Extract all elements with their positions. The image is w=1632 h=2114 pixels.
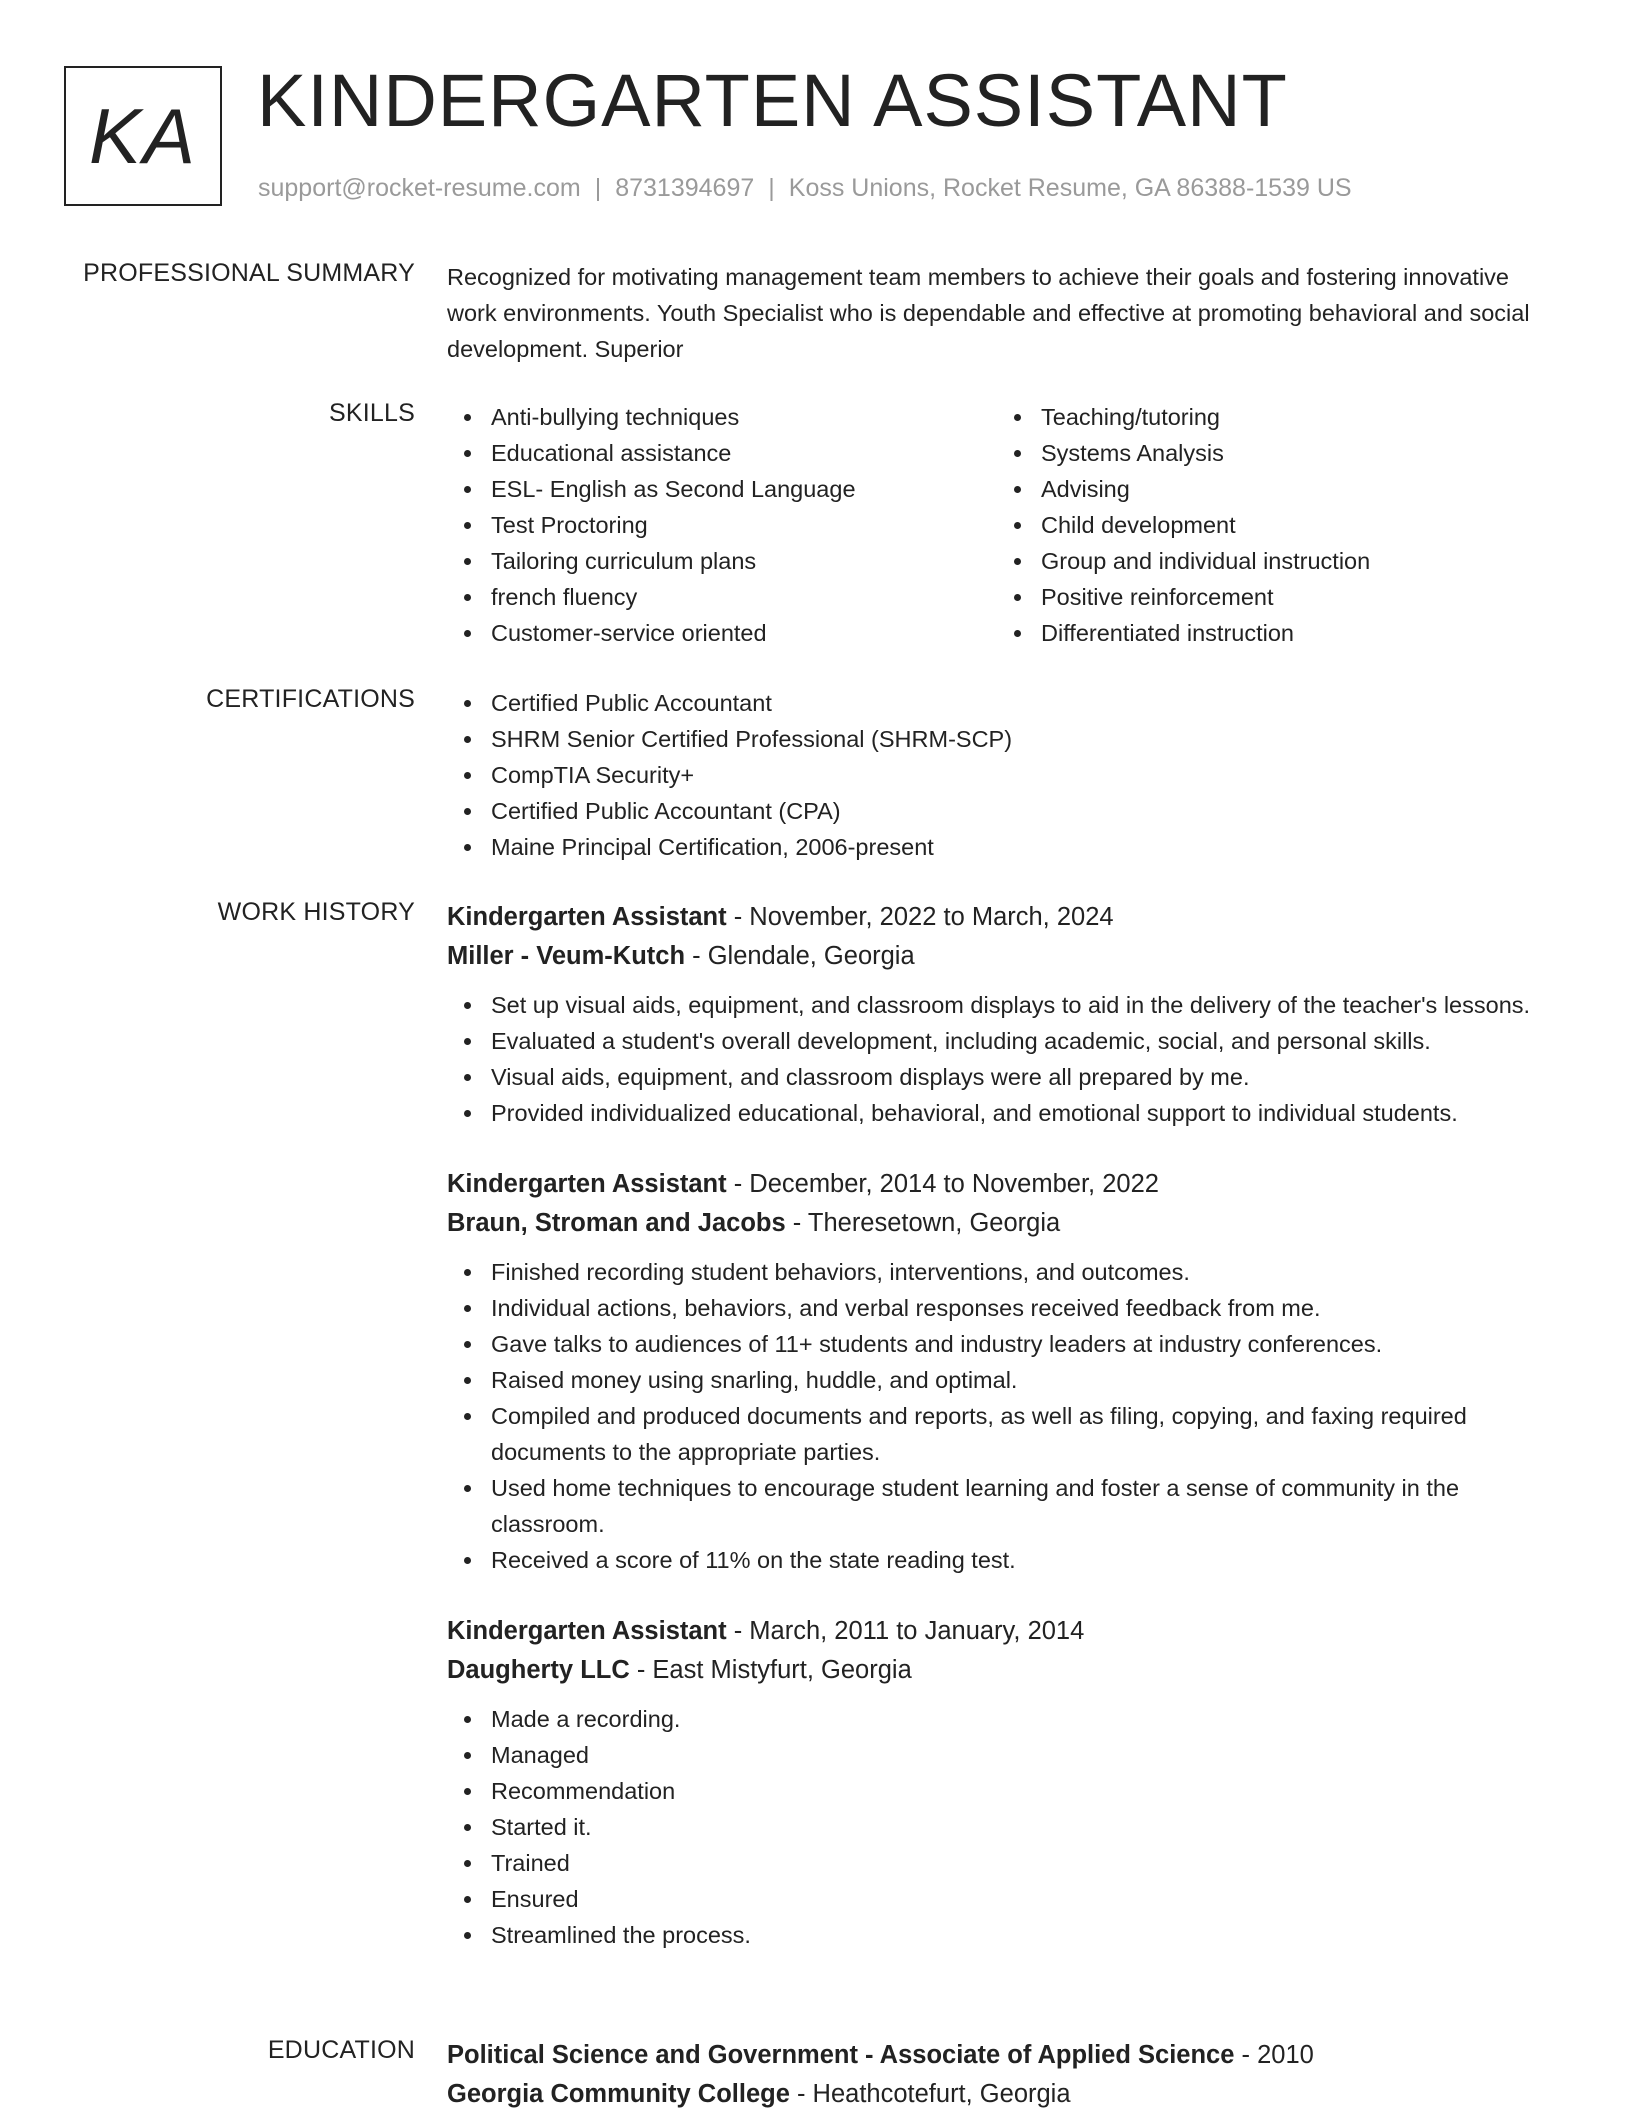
certifications-body bbox=[447, 685, 1532, 865]
job-dates: - November, 2022 to March, 2024 bbox=[726, 903, 1114, 931]
job-role-line bbox=[447, 1612, 1532, 1651]
skills-column-1 bbox=[447, 399, 997, 651]
monogram-logo: KA bbox=[64, 66, 222, 206]
section-label-certifications: CERTIFICATIONS bbox=[206, 685, 415, 713]
job-company-line bbox=[447, 1204, 1532, 1243]
job-location: - East Mistyfurt, Georgia bbox=[629, 1656, 912, 1684]
list-item: Customer-service oriented bbox=[447, 615, 997, 651]
skills-column-2 bbox=[997, 399, 1517, 651]
list-item: Advising bbox=[997, 471, 1517, 507]
job-duties-list bbox=[447, 987, 1532, 1131]
section-label-skills: SKILLS bbox=[329, 399, 415, 427]
list-item: Certified Public Accountant bbox=[447, 685, 1532, 721]
job-entry bbox=[447, 1612, 1532, 1953]
education-degree: Political Science and Government - Associate of Applied Science bbox=[447, 2041, 1235, 2069]
work-history-body bbox=[447, 898, 1532, 1987]
list-item: Educational assistance bbox=[447, 435, 997, 471]
list-item: CompTIA Security+ bbox=[447, 757, 1532, 793]
list-item: Started it. bbox=[447, 1809, 1532, 1845]
list-item: Finished recording student behaviors, interventions, and outcomes. bbox=[447, 1254, 1532, 1290]
section-label-education: EDUCATION bbox=[267, 2036, 415, 2064]
list-item: Tailoring curriculum plans bbox=[447, 543, 997, 579]
job-company-line bbox=[447, 1651, 1532, 1690]
list-item: french fluency bbox=[447, 579, 997, 615]
section-label-work-history: WORK HISTORY bbox=[217, 898, 415, 926]
contact-email: support@rocket-resume.com bbox=[258, 174, 581, 202]
certifications-list bbox=[447, 685, 1532, 865]
contact-phone: 8731394697 bbox=[615, 174, 755, 202]
list-item: Made a recording. bbox=[447, 1701, 1532, 1737]
list-item: Teaching/tutoring bbox=[997, 399, 1517, 435]
education-body bbox=[447, 2036, 1532, 2114]
contact-address: Koss Unions, Rocket Resume, GA 86388-1539 US bbox=[788, 174, 1352, 202]
list-item: Managed bbox=[447, 1737, 1532, 1773]
list-item: Differentiated instruction bbox=[997, 615, 1517, 651]
job-location: - Glendale, Georgia bbox=[685, 942, 915, 970]
contact-separator: | bbox=[768, 174, 775, 202]
list-item: ESL- English as Second Language bbox=[447, 471, 997, 507]
list-item: Raised money using snarling, huddle, and optimal. bbox=[447, 1362, 1532, 1398]
job-role-line bbox=[447, 1165, 1532, 1204]
list-item: Test Proctoring bbox=[447, 507, 997, 543]
list-item: Systems Analysis bbox=[997, 435, 1517, 471]
list-item: Trained bbox=[447, 1845, 1532, 1881]
list-item: Compiled and produced documents and reports, as well as filing, copying, and faxing required documents to the appropriate parties. bbox=[447, 1398, 1532, 1470]
list-item: Evaluated a student's overall development, including academic, social, and personal skills. bbox=[447, 1023, 1532, 1059]
page-title: KINDERGARTEN ASSISTANT bbox=[257, 59, 1288, 142]
list-item: Set up visual aids, equipment, and classroom displays to aid in the delivery of the teacher's lessons. bbox=[447, 987, 1532, 1023]
skills-body bbox=[447, 399, 1532, 651]
list-item: Individual actions, behaviors, and verbal responses received feedback from me. bbox=[447, 1290, 1532, 1326]
job-role: Kindergarten Assistant bbox=[447, 1617, 727, 1645]
list-item: Visual aids, equipment, and classroom displays were all prepared by me. bbox=[447, 1059, 1532, 1095]
list-item: Child development bbox=[997, 507, 1517, 543]
job-company: Miller - Veum-Kutch bbox=[447, 942, 686, 970]
job-entry bbox=[447, 1165, 1532, 1578]
list-item: Certified Public Accountant (CPA) bbox=[447, 793, 1532, 829]
job-dates: - March, 2011 to January, 2014 bbox=[726, 1617, 1085, 1645]
job-duties-list bbox=[447, 1254, 1532, 1578]
list-item: Provided individualized educational, behavioral, and emotional support to individual students. bbox=[447, 1095, 1532, 1131]
education-degree-line bbox=[447, 2036, 1532, 2075]
resume-header bbox=[64, 59, 1564, 214]
list-item: Gave talks to audiences of 11+ students and industry leaders at industry conferences. bbox=[447, 1326, 1532, 1362]
list-item: Positive reinforcement bbox=[997, 579, 1517, 615]
list-item: Anti-bullying techniques bbox=[447, 399, 997, 435]
job-role-line bbox=[447, 898, 1532, 937]
job-company: Daugherty LLC bbox=[447, 1656, 630, 1684]
job-company-line bbox=[447, 937, 1532, 976]
section-label-summary: PROFESSIONAL SUMMARY bbox=[83, 259, 415, 287]
job-role: Kindergarten Assistant bbox=[447, 1170, 727, 1198]
list-item: Recommendation bbox=[447, 1773, 1532, 1809]
list-item: Streamlined the process. bbox=[447, 1917, 1532, 1953]
job-duties-list bbox=[447, 1701, 1532, 1953]
job-entry bbox=[447, 898, 1532, 1131]
summary-text: Recognized for motivating management team members to achieve their goals and fostering innovative work environments. Youth Specialist who is dependable and effective at promoting behavioral and social development. Superior bbox=[447, 264, 1530, 362]
contact-line bbox=[258, 174, 1352, 203]
list-item: Group and individual instruction bbox=[997, 543, 1517, 579]
summary-body bbox=[447, 259, 1532, 367]
job-dates: - December, 2014 to November, 2022 bbox=[726, 1170, 1159, 1198]
job-role: Kindergarten Assistant bbox=[447, 903, 727, 931]
list-item: Ensured bbox=[447, 1881, 1532, 1917]
list-item: Received a score of 11% on the state reading test. bbox=[447, 1542, 1532, 1578]
education-school: Georgia Community College bbox=[447, 2080, 790, 2108]
education-school-line bbox=[447, 2075, 1532, 2114]
education-location: - Heathcotefurt, Georgia bbox=[789, 2080, 1071, 2108]
contact-separator: | bbox=[594, 174, 602, 202]
list-item: SHRM Senior Certified Professional (SHRM-SCP) bbox=[447, 721, 1532, 757]
job-location: - Theresetown, Georgia bbox=[785, 1209, 1061, 1237]
list-item: Maine Principal Certification, 2006-present bbox=[447, 829, 1532, 865]
education-year: - 2010 bbox=[1234, 2041, 1314, 2069]
list-item: Used home techniques to encourage student learning and foster a sense of community in the classroom. bbox=[447, 1470, 1532, 1542]
job-company: Braun, Stroman and Jacobs bbox=[447, 1209, 786, 1237]
